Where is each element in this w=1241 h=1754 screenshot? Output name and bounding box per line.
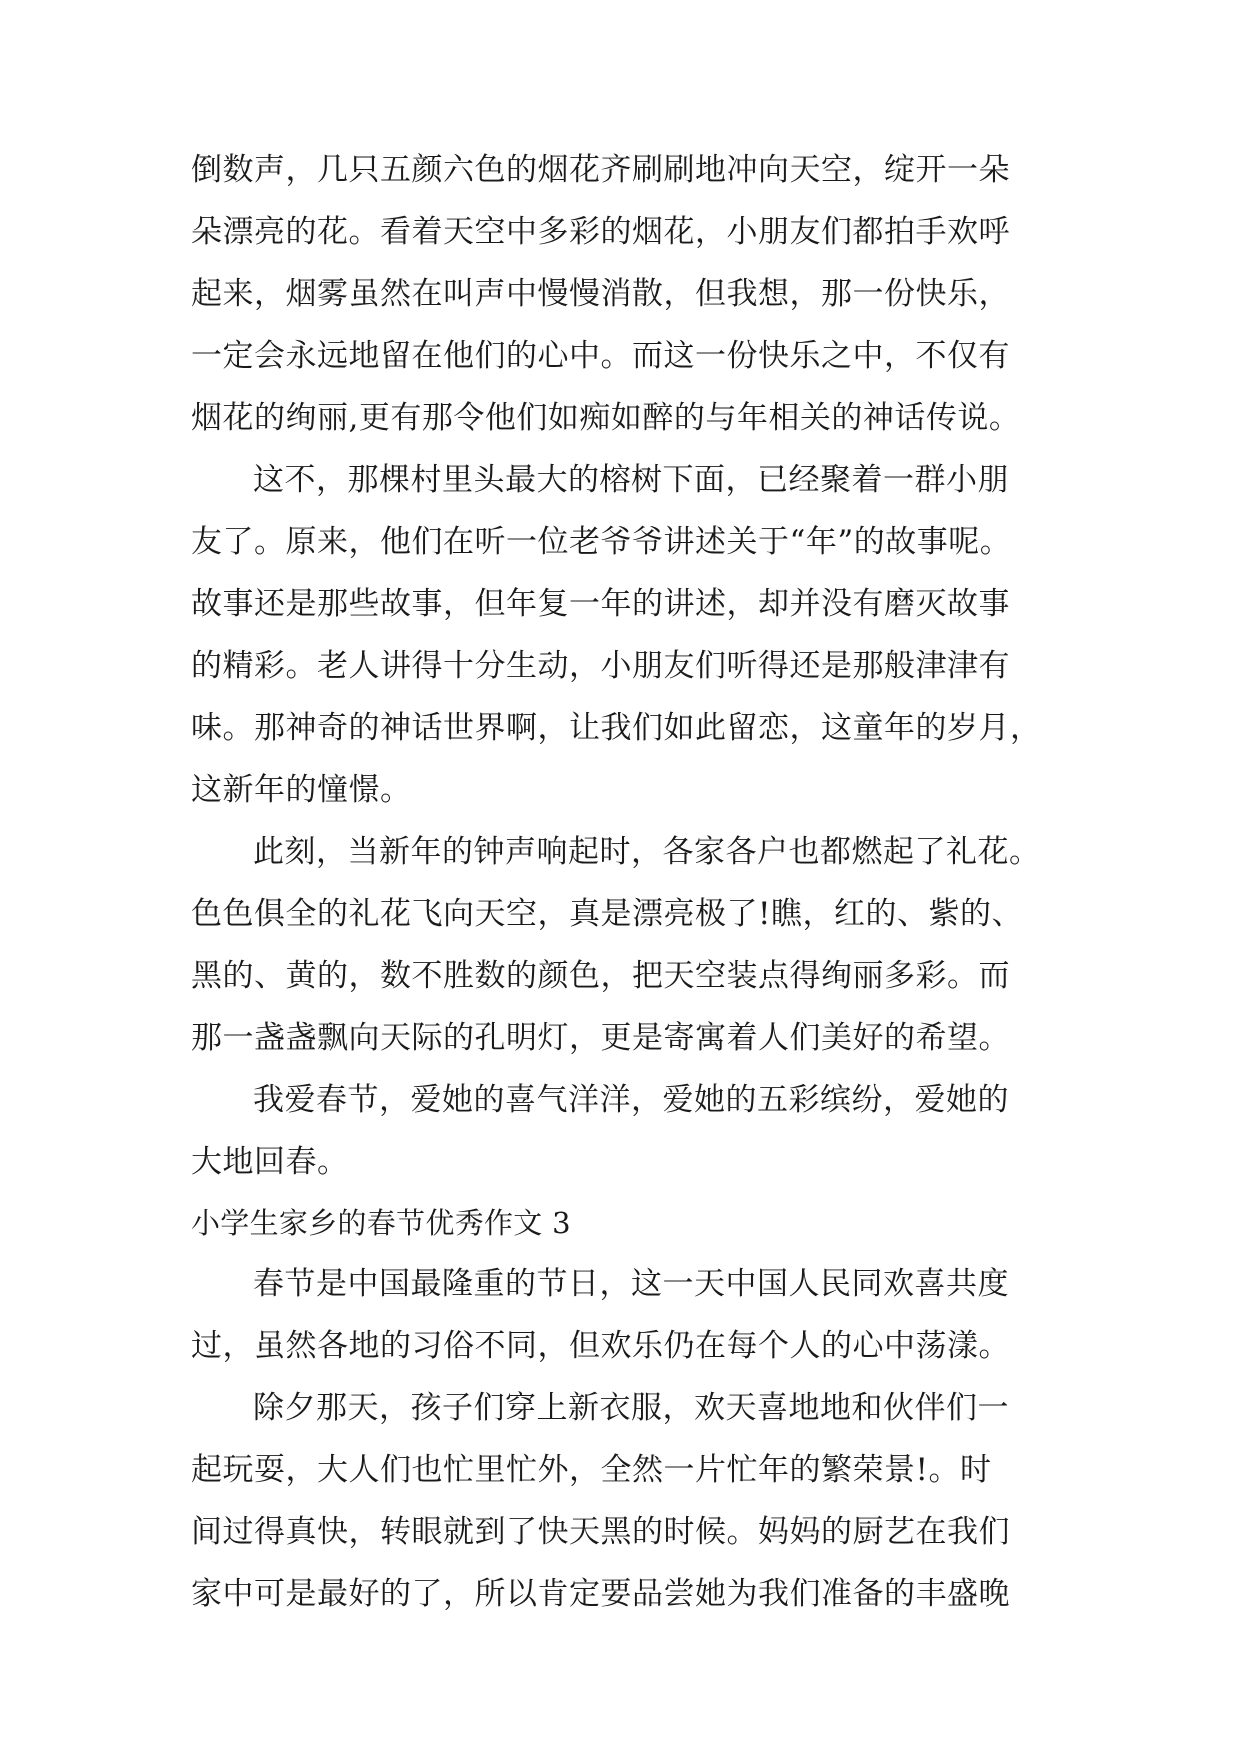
paragraph-line: 一定会永远地留在他们的心中。而这一份快乐之中，不仅有 xyxy=(191,338,1010,374)
paragraph-line: 大地回春。 xyxy=(191,1144,349,1180)
paragraph-line: 友了。原来，他们在听一位老爷爷讲述关于“年”的故事呢。 xyxy=(191,524,1012,560)
paragraph-line: 黑的、黄的，数不胜数的颜色，把天空装点得绚丽多彩。而 xyxy=(191,958,1010,994)
paragraph-line: 我爱春节，爱她的喜气洋洋，爱她的五彩缤纷，爱她的 xyxy=(253,1082,1009,1118)
paragraph-line: 烟花的绚丽,更有那令他们如痴如醉的与年相关的神话传说。 xyxy=(191,400,1021,436)
paragraph-line: 这新年的憧憬。 xyxy=(191,772,412,808)
paragraph-line: 过，虽然各地的习俗不同，但欢乐仍在每个人的心中荡漾。 xyxy=(191,1328,1010,1364)
section-heading: 小学生家乡的春节优秀作文 3 xyxy=(191,1206,571,1240)
paragraph-line: 起来，烟雾虽然在叫声中慢慢消散，但我想，那一份快乐， xyxy=(191,276,1010,312)
paragraph-line: 故事还是那些故事，但年复一年的讲述，却并没有磨灭故事 xyxy=(191,586,1010,622)
paragraph-line: 间过得真快，转眼就到了快天黑的时候。妈妈的厨艺在我们 xyxy=(191,1514,1010,1550)
paragraph-line: 此刻，当新年的钟声响起时，各家各户也都燃起了礼花。 xyxy=(253,834,1041,870)
paragraph-line: 家中可是最好的了，所以肯定要品尝她为我们准备的丰盛晚 xyxy=(191,1576,1010,1612)
paragraph-line: 倒数声，几只五颜六色的烟花齐刷刷地冲向天空，绽开一朵 xyxy=(191,152,1010,188)
paragraph-line: 色色俱全的礼花飞向天空，真是漂亮极了!瞧，红的、紫的、 xyxy=(191,896,1023,932)
paragraph-line: 春节是中国最隆重的节日，这一天中国人民同欢喜共度 xyxy=(253,1266,1009,1302)
paragraph-line: 那一盏盏飘向天际的孔明灯，更是寄寓着人们美好的希望。 xyxy=(191,1020,1010,1056)
paragraph-line: 的精彩。老人讲得十分生动，小朋友们听得还是那般津津有 xyxy=(191,648,1010,684)
paragraph-line: 朵漂亮的花。看着天空中多彩的烟花，小朋友们都拍手欢呼 xyxy=(191,214,1010,250)
paragraph-line: 味。那神奇的神话世界啊，让我们如此留恋，这童年的岁月， xyxy=(191,710,1042,746)
paragraph-line: 这不，那棵村里头最大的榕树下面，已经聚着一群小朋 xyxy=(253,462,1009,498)
paragraph-line: 起玩耍，大人们也忙里忙外，全然一片忙年的繁荣景!。时 xyxy=(191,1452,992,1488)
paragraph-line: 除夕那天，孩子们穿上新衣服，欢天喜地地和伙伴们一 xyxy=(253,1390,1009,1426)
